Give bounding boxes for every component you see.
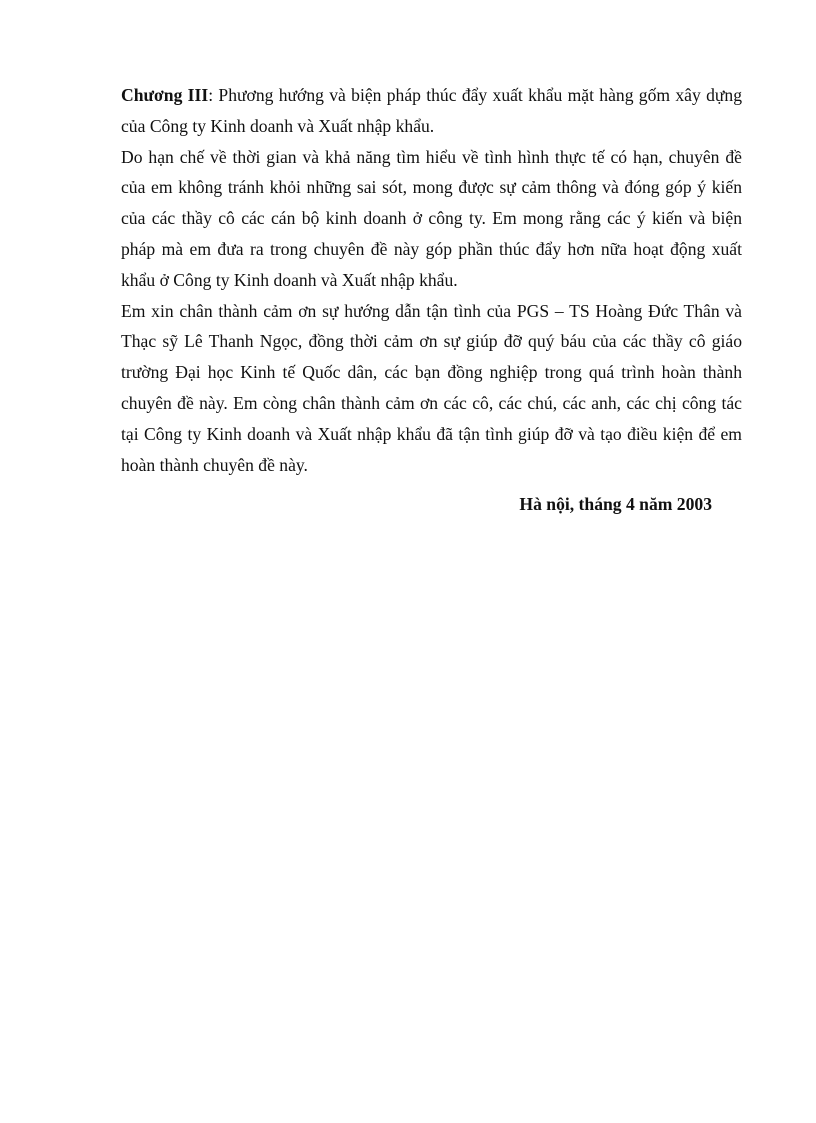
limitations-paragraph: Do hạn chế về thời gian và khả năng tìm hiểu về tình hình thực tế có hạn, chuyên đề của em không tránh khỏi những sai sót, mong được sự cảm thông và đóng góp ý kiến của các thầy cô các cán bộ kinh doanh ở công ty. Em mong rằng các ý kiến và biện pháp mà em đưa ra trong chuyên đề này góp phần thúc đẩy hơn nữa hoạt động xuất khẩu ở Công ty Kinh doanh và Xuất nhập khẩu.: [121, 146, 742, 290]
chapter-description: : Phương hướng và biện pháp thúc đẩy xuất khẩu mặt hàng gốm xây dựng của Công ty Kinh doanh và Xuất nhập khẩu.: [121, 85, 742, 136]
date-place-signature: Hà nội, tháng 4 năm 2003: [519, 494, 712, 514]
chapter-three-paragraph: [121, 80, 742, 142]
acknowledgement-paragraph: Em xin chân thành cảm ơn sự hướng dẫn tận tình của PGS – TS Hoàng Đức Thân và Thạc sỹ Lê Thanh Ngọc, đồng thời cảm ơn sự giúp đỡ quý báu của các thầy cô giáo trường Đại học Kinh tế Quốc dân, các bạn đồng nghiệp trong quá trình hoàn thành chuyên đề này. Em còng chân thành cảm ơn các cô, các chú, các anh, các chị công tác tại Công ty Kinh doanh và Xuất nhập khẩu đã tận tình giúp đỡ và tạo điều kiện để em hoàn thành chuyên đề này.: [121, 300, 742, 475]
chapter-heading: Chương III: [121, 85, 209, 105]
body-text: [121, 80, 742, 480]
